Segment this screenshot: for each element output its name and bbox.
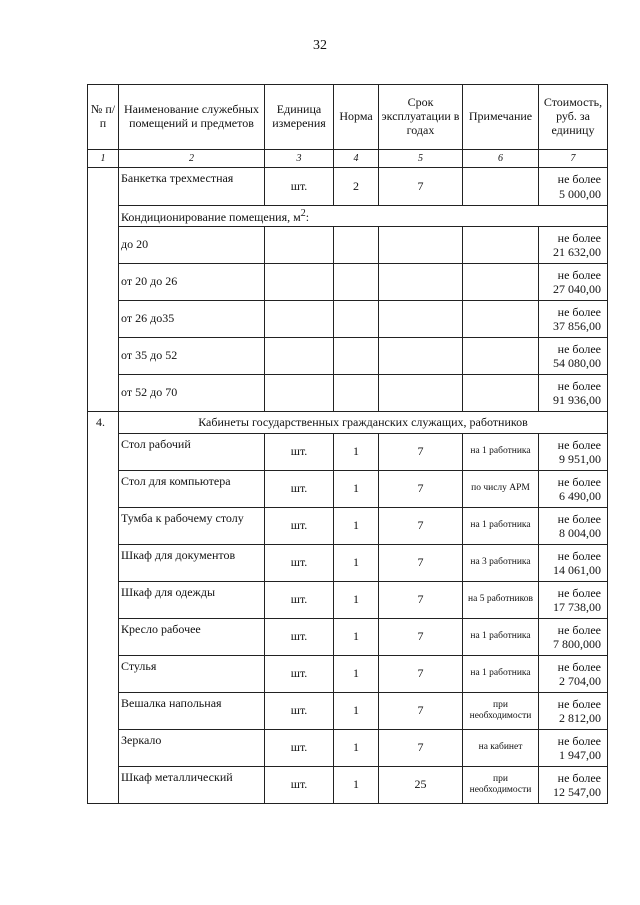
item-name: Шкаф металлический [119, 767, 265, 804]
item-norm: 1 [334, 545, 379, 582]
item-norm: 2 [334, 168, 379, 206]
empty-num-cell [88, 168, 119, 412]
conditioning-suffix: : [305, 209, 310, 224]
item-cost [539, 545, 608, 582]
table-row [88, 264, 608, 301]
cost-label: не более [557, 341, 601, 356]
cost-value: 9 951,00 [559, 452, 601, 466]
table-row [88, 693, 608, 730]
item-term [379, 301, 463, 338]
item-cost [539, 264, 608, 301]
conditioning-title: Кондиционирование помещения, м [121, 209, 301, 224]
cost-value: 37 856,00 [553, 319, 601, 333]
cost-label: не более [557, 511, 601, 526]
section-number: 4. [88, 412, 119, 804]
subheading-row [88, 206, 608, 227]
cost-value: 2 812,00 [559, 711, 601, 725]
header-row [88, 85, 608, 150]
cost-value: 7 800,000 [553, 637, 601, 651]
header-name: Наименование служебных помещений и предметов [119, 85, 265, 150]
item-cost [539, 767, 608, 804]
cost-value: 17 738,00 [553, 600, 601, 614]
item-unit [265, 264, 334, 301]
item-name: Стол для компьютера [119, 471, 265, 508]
item-norm: 1 [334, 656, 379, 693]
item-name: Шкаф для документов [119, 545, 265, 582]
col-number: 7 [539, 150, 608, 168]
header-term: Срок эксплуатации в годах [379, 85, 463, 150]
cost-label: не более [557, 230, 601, 245]
item-norm: 1 [334, 471, 379, 508]
item-cost [539, 693, 608, 730]
cost-value: 6 490,00 [559, 489, 601, 503]
item-unit: шт. [265, 508, 334, 545]
item-cost [539, 656, 608, 693]
item-unit [265, 338, 334, 375]
cost-value: 54 080,00 [553, 356, 601, 370]
item-norm [334, 227, 379, 264]
cost-label: не более [557, 304, 601, 319]
item-name: от 20 до 26 [119, 264, 265, 301]
cost-value: 14 061,00 [553, 563, 601, 577]
cost-value: 2 704,00 [559, 674, 601, 688]
item-note [463, 338, 539, 375]
item-cost [539, 434, 608, 471]
item-norm [334, 338, 379, 375]
item-norm: 1 [334, 730, 379, 767]
item-note: на 5 работников [463, 582, 539, 619]
cost-label: не более [557, 733, 601, 748]
col-number: 4 [334, 150, 379, 168]
column-numbers-row [88, 150, 608, 168]
table-row [88, 582, 608, 619]
cost-label: не более [557, 585, 601, 600]
item-cost [539, 375, 608, 412]
item-norm: 1 [334, 619, 379, 656]
item-term [379, 338, 463, 375]
table-row [88, 168, 608, 206]
header-note: Примечание [463, 85, 539, 150]
table-row [88, 375, 608, 412]
page-number: 32 [313, 38, 327, 53]
cost-label: не более [557, 378, 601, 393]
header-num: № п/п [88, 85, 119, 150]
norms-table [87, 84, 608, 804]
conditioning-sup: 2 [300, 207, 306, 219]
item-note [463, 168, 539, 206]
conditioning-heading [119, 206, 608, 227]
item-unit: шт. [265, 582, 334, 619]
item-name: Зеркало [119, 730, 265, 767]
item-note: на 1 работника [463, 619, 539, 656]
item-note: при необходимости [463, 767, 539, 804]
item-cost [539, 301, 608, 338]
col-number: 3 [265, 150, 334, 168]
item-note [463, 227, 539, 264]
col-number: 2 [119, 150, 265, 168]
table-row [88, 767, 608, 804]
item-cost [539, 338, 608, 375]
item-norm: 1 [334, 582, 379, 619]
item-unit [265, 375, 334, 412]
item-norm: 1 [334, 693, 379, 730]
cost-value: 27 040,00 [553, 282, 601, 296]
item-cost [539, 227, 608, 264]
item-norm: 1 [334, 434, 379, 471]
table-row [88, 434, 608, 471]
cost-label: не более [557, 474, 601, 489]
item-term: 7 [379, 545, 463, 582]
item-name: от 52 до 70 [119, 375, 265, 412]
item-name: Тумба к рабочему столу [119, 508, 265, 545]
item-norm [334, 301, 379, 338]
item-unit: шт. [265, 730, 334, 767]
item-note: на 1 работника [463, 508, 539, 545]
cost-value: 12 547,00 [553, 785, 601, 799]
cost-label: не более [557, 548, 601, 563]
item-cost [539, 619, 608, 656]
item-name: Банкетка трехместная [119, 168, 265, 206]
item-term: 7 [379, 582, 463, 619]
item-term: 7 [379, 471, 463, 508]
item-term: 25 [379, 767, 463, 804]
item-term: 7 [379, 656, 463, 693]
item-unit [265, 227, 334, 264]
item-term: 7 [379, 619, 463, 656]
item-unit: шт. [265, 619, 334, 656]
item-note [463, 375, 539, 412]
item-name: Шкаф для одежды [119, 582, 265, 619]
item-cost [539, 168, 608, 206]
item-unit: шт. [265, 471, 334, 508]
item-term: 7 [379, 730, 463, 767]
item-note: на 3 работника [463, 545, 539, 582]
cost-value: 21 632,00 [553, 245, 601, 259]
item-note: по числу АРМ [463, 471, 539, 508]
item-name: от 35 до 52 [119, 338, 265, 375]
item-unit: шт. [265, 168, 334, 206]
item-note [463, 301, 539, 338]
item-term [379, 264, 463, 301]
cost-label: не более [557, 622, 601, 637]
table-row [88, 508, 608, 545]
cost-value: 91 936,00 [553, 393, 601, 407]
table-row [88, 619, 608, 656]
item-unit: шт. [265, 656, 334, 693]
item-name: от 26 до35 [119, 301, 265, 338]
item-note: на 1 работника [463, 656, 539, 693]
item-note: при необходимости [463, 693, 539, 730]
item-note [463, 264, 539, 301]
item-unit: шт. [265, 545, 334, 582]
item-norm [334, 264, 379, 301]
cost-value: 8 004,00 [559, 526, 601, 540]
cost-value: 1 947,00 [559, 748, 601, 762]
col-number: 1 [88, 150, 119, 168]
cost-label: не более [557, 770, 601, 785]
item-note: на 1 работника [463, 434, 539, 471]
item-cost [539, 508, 608, 545]
item-term: 7 [379, 508, 463, 545]
item-name: Стол рабочий [119, 434, 265, 471]
item-name: Стулья [119, 656, 265, 693]
item-note: на кабинет [463, 730, 539, 767]
cost-label: не более [557, 696, 601, 711]
item-term: 7 [379, 434, 463, 471]
table-row [88, 301, 608, 338]
item-unit: шт. [265, 767, 334, 804]
col-number: 6 [463, 150, 539, 168]
item-name: до 20 [119, 227, 265, 264]
item-unit [265, 301, 334, 338]
item-cost [539, 730, 608, 767]
item-norm: 1 [334, 767, 379, 804]
item-term [379, 375, 463, 412]
cost-label: не более [557, 267, 601, 282]
item-unit: шт. [265, 693, 334, 730]
col-number: 5 [379, 150, 463, 168]
cost-label: не более [557, 659, 601, 674]
table-row [88, 656, 608, 693]
item-term [379, 227, 463, 264]
table-row [88, 227, 608, 264]
cost-value: 5 000,00 [559, 186, 601, 201]
item-term: 7 [379, 693, 463, 730]
item-norm [334, 375, 379, 412]
item-cost [539, 471, 608, 508]
header-unit: Единица измерения [265, 85, 334, 150]
table-row [88, 730, 608, 767]
item-unit: шт. [265, 434, 334, 471]
header-norm: Норма [334, 85, 379, 150]
header-cost: Стоимость, руб. за единицу [539, 85, 608, 150]
section-row [88, 412, 608, 434]
cost-label: не более [557, 437, 601, 452]
table-row [88, 545, 608, 582]
item-cost [539, 582, 608, 619]
table-row [88, 338, 608, 375]
item-name: Кресло рабочее [119, 619, 265, 656]
item-term: 7 [379, 168, 463, 206]
table-row [88, 471, 608, 508]
cost-label: не более [557, 172, 601, 187]
item-name: Вешалка напольная [119, 693, 265, 730]
item-norm: 1 [334, 508, 379, 545]
section-title: Кабинеты государственных гражданских служащих, работников [119, 412, 608, 434]
